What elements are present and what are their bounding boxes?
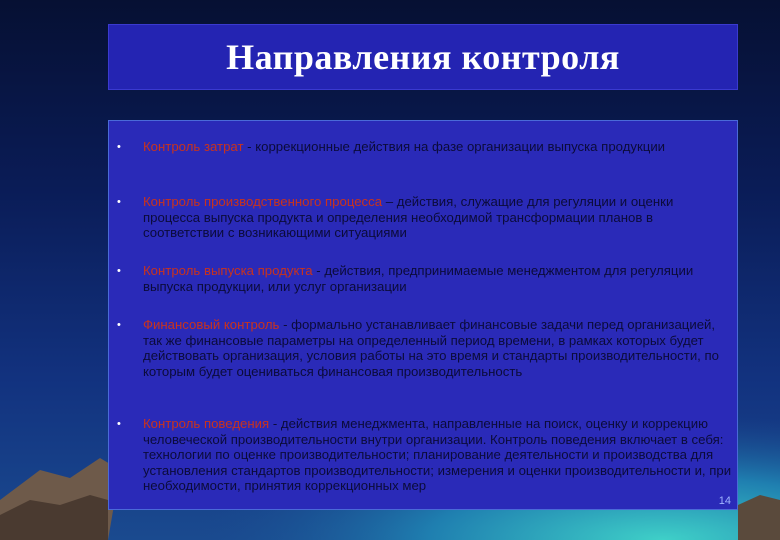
list-item-text bbox=[143, 263, 733, 294]
bullet-icon: • bbox=[117, 196, 121, 208]
list-item-term: Контроль поведения bbox=[143, 416, 270, 431]
bullet-icon: • bbox=[117, 418, 121, 430]
list-item-description: - действия менеджмента, направленные на поиск, оценку и коррекцию человеческой производительности внутри организации. Контроль поведения включает в себя: технологии по оценке производительности; планирование деятельности и производства для установления стандартов производительности; измерения и оценки производительности и, при необходимости, принятия коррекционных мер bbox=[143, 416, 732, 493]
content-box bbox=[108, 120, 738, 510]
slide-title: Направления контроля bbox=[226, 37, 620, 77]
list-item-term: Контроль производственного процесса bbox=[143, 194, 383, 209]
list-item-text bbox=[143, 139, 733, 155]
list-item-description: – действия, служащие для регуляции и оценки процесса выпуска продукта и определения необходимой трансформации планов в соответствии с возникающими ситуациями bbox=[143, 194, 674, 240]
bullet-icon: • bbox=[117, 265, 121, 277]
list-item-term: Контроль затрат bbox=[143, 139, 244, 154]
list-item-description: - коррекционные действия на фазе организации выпуска продукции bbox=[243, 139, 666, 154]
bullet-icon: • bbox=[117, 141, 121, 153]
bullet-icon: • bbox=[117, 319, 121, 331]
list-item-text bbox=[143, 194, 733, 241]
list-item-description: - действия, предпринимаемые менеджментом для регуляции выпуска продукции, или услуг организации bbox=[143, 263, 694, 294]
list-item-text bbox=[143, 317, 733, 379]
list-item-term: Контроль выпуска продукта bbox=[143, 263, 313, 278]
page-number: 14 bbox=[718, 495, 731, 507]
list-item-text bbox=[143, 416, 733, 494]
list-item-term: Финансовый контроль bbox=[143, 317, 280, 332]
title-box bbox=[108, 24, 738, 90]
list-item-description: - формально устанавливает финансовые задачи перед организацией, так же финансовые параметры на определенный период времени, в рамках которых будет действовать организация, условия работы на это время и стандарты производительности, по которым будет оцениваться финансовая производительность bbox=[143, 317, 719, 379]
